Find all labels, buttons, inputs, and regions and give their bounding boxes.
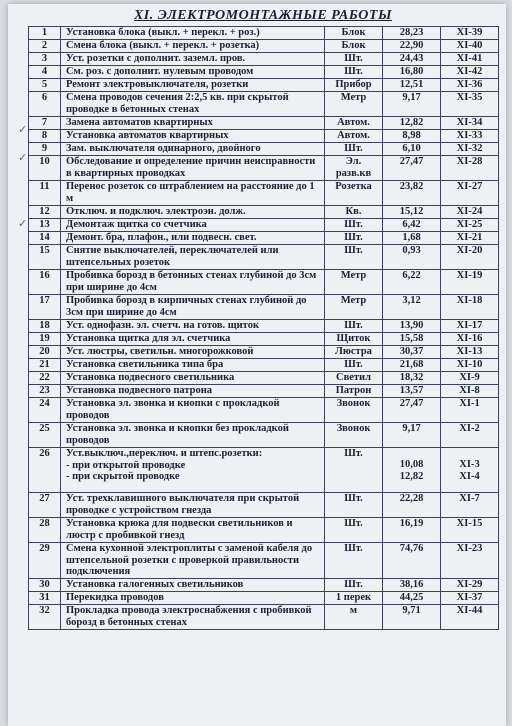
row-number: 4 xyxy=(29,66,61,79)
rate-code: XI-41 xyxy=(441,53,499,66)
unit-of-measure: 1 перек xyxy=(325,592,383,605)
table-row xyxy=(29,579,499,592)
price-value: 27,47 xyxy=(383,156,441,181)
row-number: 14 xyxy=(29,232,61,245)
rate-code: XI-35 xyxy=(441,92,499,117)
table-row xyxy=(29,605,499,630)
unit-of-measure: Метр xyxy=(325,92,383,117)
work-description: Смена проводов сечения 2:2,5 кв. при скрытой проводке в бетонных стенах xyxy=(61,92,325,117)
rate-code: XI-34 xyxy=(441,117,499,130)
rate-code: XI-25 xyxy=(441,219,499,232)
row-number: 19 xyxy=(29,333,61,346)
price-value: 21,68 xyxy=(383,359,441,372)
unit-of-measure: Звонок xyxy=(325,398,383,423)
rate-code: XI-44 xyxy=(441,605,499,630)
table-row xyxy=(29,385,499,398)
price-value: 9,71 xyxy=(383,605,441,630)
unit-of-measure: Шт. xyxy=(325,232,383,245)
price-value: 1,68 xyxy=(383,232,441,245)
price-value: 74,76 xyxy=(383,543,441,579)
table-row xyxy=(29,320,499,333)
unit-of-measure: Прибор xyxy=(325,79,383,92)
table-row xyxy=(29,206,499,219)
price-value: 30,37 xyxy=(383,346,441,359)
price-value: 27,47 xyxy=(383,398,441,423)
price-value: 9,17 xyxy=(383,423,441,448)
row-number: 31 xyxy=(29,592,61,605)
row-number: 6 xyxy=(29,92,61,117)
rate-code: XI-33 xyxy=(441,130,499,143)
unit-of-measure: Шт. xyxy=(325,320,383,333)
unit-of-measure: Метр xyxy=(325,295,383,320)
rate-code: XI-27 xyxy=(441,181,499,206)
rate-code: XI-7 xyxy=(441,493,499,518)
rate-code: XI-2 xyxy=(441,423,499,448)
work-description: Уст. розетки с дополнит. заземл. пров. xyxy=(61,53,325,66)
work-description: Установка эл. звонка и кнопки без прокладкой проводов xyxy=(61,423,325,448)
work-description: Установка автоматов квартирных xyxy=(61,130,325,143)
row-number: 21 xyxy=(29,359,61,372)
row-number: 24 xyxy=(29,398,61,423)
unit-of-measure: Блок xyxy=(325,27,383,40)
rate-code: XI-15 xyxy=(441,518,499,543)
row-number: 1 xyxy=(29,27,61,40)
row-number: 25 xyxy=(29,423,61,448)
work-description: Пробивка борозд в бетонных стенах глубиной до 3см при ширине до 4см xyxy=(61,270,325,295)
unit-of-measure: Кв. xyxy=(325,206,383,219)
unit-of-measure: Розетка xyxy=(325,181,383,206)
row-number: 20 xyxy=(29,346,61,359)
page-title: XI. ЭЛЕКТРОМОНТАЖНЫЕ РАБОТЫ xyxy=(133,8,393,23)
price-value: 12,82 xyxy=(383,117,441,130)
rate-code: XI-16 xyxy=(441,333,499,346)
price-value: 0,93 xyxy=(383,245,441,270)
table-row xyxy=(29,346,499,359)
rate-code: XI-40 xyxy=(441,40,499,53)
work-description: Установка галогенных светильников xyxy=(61,579,325,592)
unit-of-measure: Шт. xyxy=(325,219,383,232)
table-row xyxy=(29,295,499,320)
work-description: Уст. люстры, светильн. многорожковой xyxy=(61,346,325,359)
price-value: 13,57 xyxy=(383,385,441,398)
row-number: 23 xyxy=(29,385,61,398)
unit-of-measure: Метр xyxy=(325,270,383,295)
row-number: 9 xyxy=(29,143,61,156)
work-description: Ремонт электровыключателя, розетки xyxy=(61,79,325,92)
unit-of-measure: Шт. xyxy=(325,66,383,79)
price-value: 38,16 xyxy=(383,579,441,592)
unit-of-measure: Шт. xyxy=(325,518,383,543)
unit-of-measure: Шт. xyxy=(325,143,383,156)
unit-of-measure: Шт. xyxy=(325,359,383,372)
work-description: Отключ. и подключ. электроэн. долж. xyxy=(61,206,325,219)
unit-of-measure: Щиток xyxy=(325,333,383,346)
work-description: Уст. однофазн. эл. счетч. на готов. щиток xyxy=(61,320,325,333)
row-number: 11 xyxy=(29,181,61,206)
row-number: 27 xyxy=(29,493,61,518)
unit-of-measure: Шт. xyxy=(325,448,383,493)
rate-code: XI-19 xyxy=(441,270,499,295)
table-row xyxy=(29,92,499,117)
unit-of-measure: Блок xyxy=(325,40,383,53)
check-mark: ✓ xyxy=(18,217,28,230)
unit-of-measure: Шт. xyxy=(325,245,383,270)
work-description: Обследование и определение причин неисправности в квартирных проводках xyxy=(61,156,325,181)
price-value: 44,25 xyxy=(383,592,441,605)
rate-code: XI-20 xyxy=(441,245,499,270)
row-number: 18 xyxy=(29,320,61,333)
price-value: 10,08 12,82 xyxy=(383,448,441,493)
rate-code: XI-28 xyxy=(441,156,499,181)
work-description: Смена блока (выкл. + перекл. + розетка) xyxy=(61,40,325,53)
price-value: 22,90 xyxy=(383,40,441,53)
row-number: 32 xyxy=(29,605,61,630)
unit-of-measure: Шт. xyxy=(325,493,383,518)
table-row xyxy=(29,518,499,543)
table-row xyxy=(29,53,499,66)
rate-code: XI-37 xyxy=(441,592,499,605)
table-row xyxy=(29,359,499,372)
rate-code: XI-29 xyxy=(441,579,499,592)
row-number: 5 xyxy=(29,79,61,92)
table-row xyxy=(29,79,499,92)
rate-code: XI-13 xyxy=(441,346,499,359)
rate-code: XI-1 xyxy=(441,398,499,423)
rate-code: XI-18 xyxy=(441,295,499,320)
price-value: 16,80 xyxy=(383,66,441,79)
unit-of-measure: Люстра xyxy=(325,346,383,359)
table-row xyxy=(29,423,499,448)
price-value: 18,32 xyxy=(383,372,441,385)
work-description: Установка подвесного патрона xyxy=(61,385,325,398)
row-number: 29 xyxy=(29,543,61,579)
work-description: Уст.выключ.,переключ. и штепс.розетки: - при открытой проводке - при скрытой проводке xyxy=(61,448,325,493)
price-value: 13,90 xyxy=(383,320,441,333)
work-description: Смена кухонной электроплиты с заменой кабеля до штепсельной розетки с проверкой правильности подключения xyxy=(61,543,325,579)
row-number: 2 xyxy=(29,40,61,53)
price-value: 6,10 xyxy=(383,143,441,156)
price-value: 8,98 xyxy=(383,130,441,143)
check-mark: ✓ xyxy=(18,151,28,164)
work-description: Демонтаж щитка со счетчика xyxy=(61,219,325,232)
price-value: 12,51 xyxy=(383,79,441,92)
price-value: 16,19 xyxy=(383,518,441,543)
rate-code: XI-8 xyxy=(441,385,499,398)
unit-of-measure: Автом. xyxy=(325,117,383,130)
rate-code: XI-32 xyxy=(441,143,499,156)
work-description: Прокладка провода электроснабжения с пробивкой борозд в бетонных стенах xyxy=(61,605,325,630)
table-row xyxy=(29,333,499,346)
table-row xyxy=(29,270,499,295)
rate-code: XI-36 xyxy=(441,79,499,92)
rate-code: XI-9 xyxy=(441,372,499,385)
row-number: 12 xyxy=(29,206,61,219)
unit-of-measure: Автом. xyxy=(325,130,383,143)
unit-of-measure: Шт. xyxy=(325,543,383,579)
table-row xyxy=(29,592,499,605)
work-description: Установка эл. звонка и кнопки с прокладкой проводов xyxy=(61,398,325,423)
row-number: 15 xyxy=(29,245,61,270)
table-row xyxy=(29,219,499,232)
unit-of-measure: Звонок xyxy=(325,423,383,448)
table-row xyxy=(29,181,499,206)
table-row xyxy=(29,245,499,270)
price-value: 15,12 xyxy=(383,206,441,219)
price-value: 24,43 xyxy=(383,53,441,66)
price-value: 15,58 xyxy=(383,333,441,346)
price-value: 23,82 xyxy=(383,181,441,206)
work-description: Замена автоматов квартирных xyxy=(61,117,325,130)
rate-code: XI-21 xyxy=(441,232,499,245)
check-mark: ✓ xyxy=(18,123,28,136)
rate-code: XI-17 xyxy=(441,320,499,333)
price-value: 6,42 xyxy=(383,219,441,232)
price-value: 22,28 xyxy=(383,493,441,518)
work-description: Установка блока (выкл. + перекл. + роз.) xyxy=(61,27,325,40)
work-description: Перекидка проводов xyxy=(61,592,325,605)
row-number: 28 xyxy=(29,518,61,543)
table-row xyxy=(29,372,499,385)
work-description: Перенос розеток со штраблением на расстояние до 1 м xyxy=(61,181,325,206)
row-number: 10 xyxy=(29,156,61,181)
row-number: 17 xyxy=(29,295,61,320)
rate-code: XI-3 XI-4 xyxy=(441,448,499,493)
table-row xyxy=(29,143,499,156)
work-description: Установка крюка для подвески светильников и люстр с пробивкой гнезд xyxy=(61,518,325,543)
row-number: 13 xyxy=(29,219,61,232)
table-row xyxy=(29,27,499,40)
table-row xyxy=(29,543,499,579)
table-row xyxy=(29,398,499,423)
work-description: Установка светильника типа бра xyxy=(61,359,325,372)
rate-code: XI-39 xyxy=(441,27,499,40)
table-row xyxy=(29,156,499,181)
price-value: 6,22 xyxy=(383,270,441,295)
rate-code: XI-42 xyxy=(441,66,499,79)
price-value: 3,12 xyxy=(383,295,441,320)
table-row xyxy=(29,232,499,245)
table-row xyxy=(29,493,499,518)
work-description: Демонт. бра, плафон., или подвесн. свет. xyxy=(61,232,325,245)
table-row xyxy=(29,448,499,493)
work-description: Пробивка борозд в кирпичных стенах глубиной до 3см при ширине до 4см xyxy=(61,295,325,320)
work-description: Снятие выключателей, переключателей или штепсельных розеток xyxy=(61,245,325,270)
table-row xyxy=(29,117,499,130)
table-row xyxy=(29,130,499,143)
row-number: 7 xyxy=(29,117,61,130)
row-number: 3 xyxy=(29,53,61,66)
work-description: Установка щитка для эл. счетчика xyxy=(61,333,325,346)
unit-of-measure: Эл. разв.кв xyxy=(325,156,383,181)
unit-of-measure: Шт. xyxy=(325,579,383,592)
price-value: 28,23 xyxy=(383,27,441,40)
unit-of-measure: Шт. xyxy=(325,53,383,66)
rate-code: XI-24 xyxy=(441,206,499,219)
price-value: 9,17 xyxy=(383,92,441,117)
work-description: Зам. выключателя одинарного, двойного xyxy=(61,143,325,156)
unit-of-measure: Светил xyxy=(325,372,383,385)
row-number: 26 xyxy=(29,448,61,493)
row-number: 30 xyxy=(29,579,61,592)
rate-code: XI-10 xyxy=(441,359,499,372)
work-description: Уст. трехклавишного выключателя при скрытой проводке с устройством гнезда xyxy=(61,493,325,518)
row-number: 16 xyxy=(29,270,61,295)
table-row xyxy=(29,66,499,79)
work-description: Установка подвесного светильника xyxy=(61,372,325,385)
unit-of-measure: Патрон xyxy=(325,385,383,398)
price-table xyxy=(28,26,499,630)
unit-of-measure: м xyxy=(325,605,383,630)
row-number: 8 xyxy=(29,130,61,143)
rate-code: XI-23 xyxy=(441,543,499,579)
table-row xyxy=(29,40,499,53)
row-number: 22 xyxy=(29,372,61,385)
work-description: См. роз. с дополнит. нулевым проводом xyxy=(61,66,325,79)
